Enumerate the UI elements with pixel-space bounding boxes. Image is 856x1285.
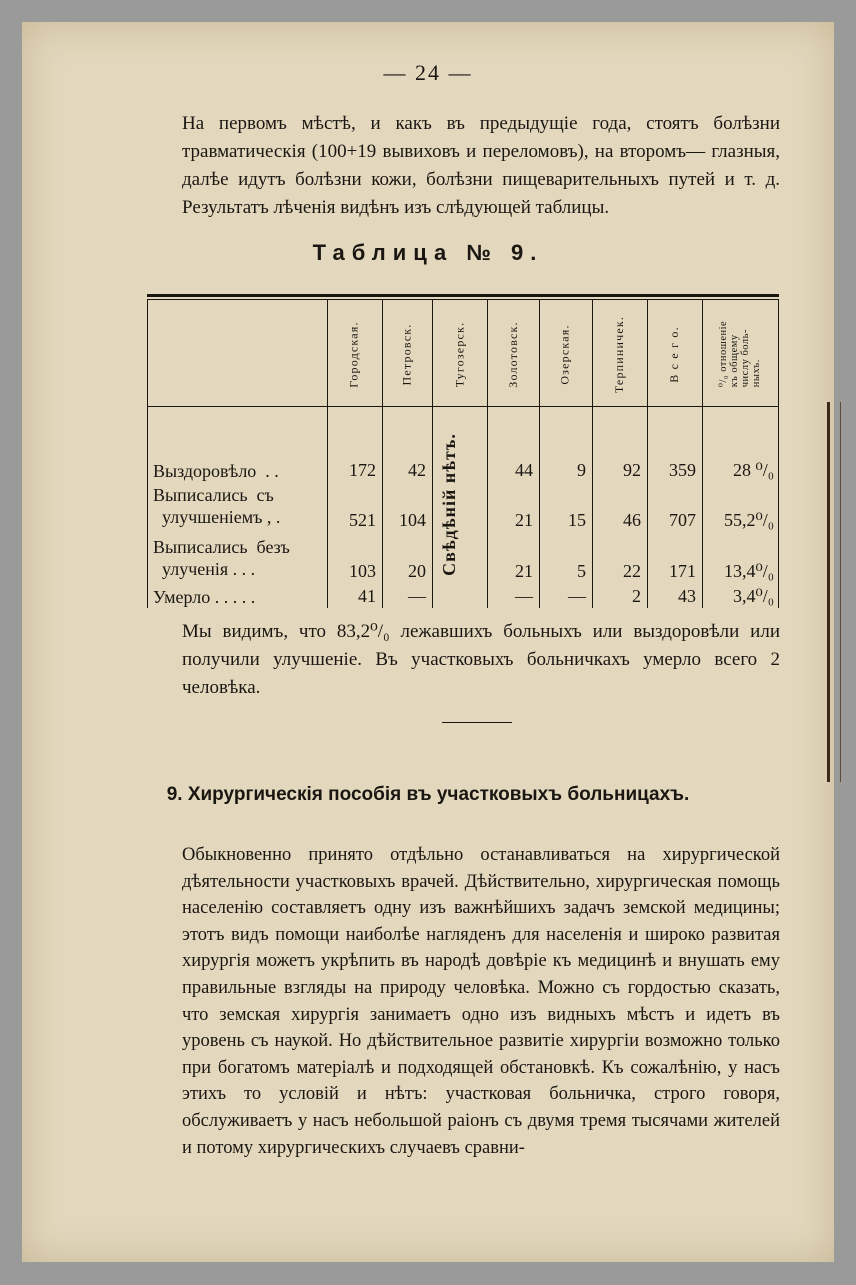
- cell: 21: [515, 561, 533, 581]
- cell: 44: [515, 460, 533, 480]
- col-header-petrovsk: Петровск.: [399, 323, 414, 385]
- cell: 41: [358, 586, 376, 606]
- cell: 5: [577, 561, 586, 581]
- col-header-gorodskaya: Городская.: [347, 320, 361, 388]
- cell: 55,2⁰/₀: [724, 510, 774, 530]
- row-label-recovered: Выздоровѣло . .: [153, 461, 279, 481]
- cell: 521: [349, 510, 376, 530]
- cell: 707: [669, 510, 696, 530]
- cell: 3,4⁰/₀: [733, 586, 774, 606]
- cell: 103: [349, 561, 376, 581]
- cell: 20: [408, 561, 426, 581]
- cell: 21: [515, 510, 533, 530]
- cell: 46: [623, 510, 641, 530]
- cell: 28 ⁰/₀: [733, 460, 774, 480]
- cell: —: [568, 586, 586, 606]
- table-title: Таблица № 9.: [312, 240, 544, 265]
- paragraph-summary: Мы видимъ, что 83,2⁰/₀ лежавшихъ больныхъ или выздоровѣли или получили улучшеніе. Въ участковыхъ больничкахъ умерло всего 2 человѣка.: [182, 621, 780, 698]
- book-page: [22, 22, 834, 1262]
- cell: 13,4⁰/₀: [724, 561, 774, 581]
- cell: —: [408, 586, 426, 606]
- binding-edge: [827, 402, 841, 782]
- table-top-rule: [147, 294, 779, 297]
- table-header-rule: [147, 406, 779, 407]
- section-heading: 9. Хирургическія пособія въ участковыхъ больницахъ.: [166, 784, 690, 805]
- table-border-left: [147, 299, 148, 608]
- row-label-not-improved: Выписались безъ улученія . . .: [153, 537, 290, 579]
- paragraph-intro: На первомъ мѣстѣ, и какъ въ предыдущіе года, стоятъ болѣзни травматическія (100+19 вывиховъ и переломовъ), на второмъ— глазныя, далѣе идутъ болѣзни кожи, болѣзни пищеварительныхъ путей и т. д. Результатъ лѣченія видѣнъ изъ слѣдующей таблицы.: [182, 113, 780, 218]
- cell: 43: [678, 586, 696, 606]
- section-divider: [442, 722, 512, 723]
- cell: —: [515, 586, 533, 606]
- col-header-terpinichek: Терпиничек.: [612, 315, 626, 393]
- col-header-ozerskaya: Озерская.: [558, 323, 573, 385]
- paragraph-surgery: Обыкновенно принято отдѣльно останавливаться на хирургической дѣятельности участковыхъ врачей. Дѣйствительно, хирургическая помощь населенію составляетъ одну изъ важнѣйшихъ задачъ земской медицины; этотъ видъ помощи наиболѣе нагляденъ для населенія и широко развитая хирургія можетъ укрѣпить въ народѣ довѣріе къ медицинѣ и внушать ему правильные взгляды на природу человѣка. Можно съ гордостью сказать, что земская хирургія занимаетъ одно изъ видныхъ мѣстъ и идетъ въ уровень съ наукой. Но дѣйствительное развитіе хирургіи возможно только при богатомъ матеріалѣ и подходящей обстановкѣ. Къ сожалѣнію, у насъ этихъ то условій и нѣтъ: участковая больничка, строго говоря, обслуживаетъ у насъ небольшой раіонъ съ двумя тремя тысячами жителей и потому хирургическихъ случаевъ сравни-: [182, 845, 780, 1158]
- no-data-note: Свѣдѣній нѣтъ.: [438, 432, 459, 576]
- table-border-right: [778, 299, 779, 608]
- cell: 172: [349, 460, 376, 480]
- results-table: [147, 294, 779, 608]
- col-header-zolotovsk: Золотовск.: [505, 320, 520, 388]
- cell: 9: [577, 460, 586, 480]
- row-label-died: Умерло . . . . .: [153, 587, 256, 607]
- cell: 104: [399, 510, 426, 530]
- cell: 359: [669, 460, 696, 480]
- table-top-rule-thin: [147, 299, 779, 300]
- cell: 22: [623, 561, 641, 581]
- page-number: — 24 —: [383, 60, 473, 85]
- cell: 171: [669, 561, 696, 581]
- cell: 92: [623, 460, 641, 480]
- cell: 2: [632, 586, 641, 606]
- cell: 42: [408, 460, 426, 480]
- col-header-percent: ⁰/₀ отношеніе къ общему числу боль- ныхъ.: [718, 320, 762, 388]
- row-label-improved: Выписались съ улучшеніемъ , .: [153, 485, 281, 527]
- col-header-tugozersk: Тугозерск.: [452, 321, 467, 387]
- col-header-total: В с е г о.: [667, 325, 682, 383]
- cell: 15: [568, 510, 586, 530]
